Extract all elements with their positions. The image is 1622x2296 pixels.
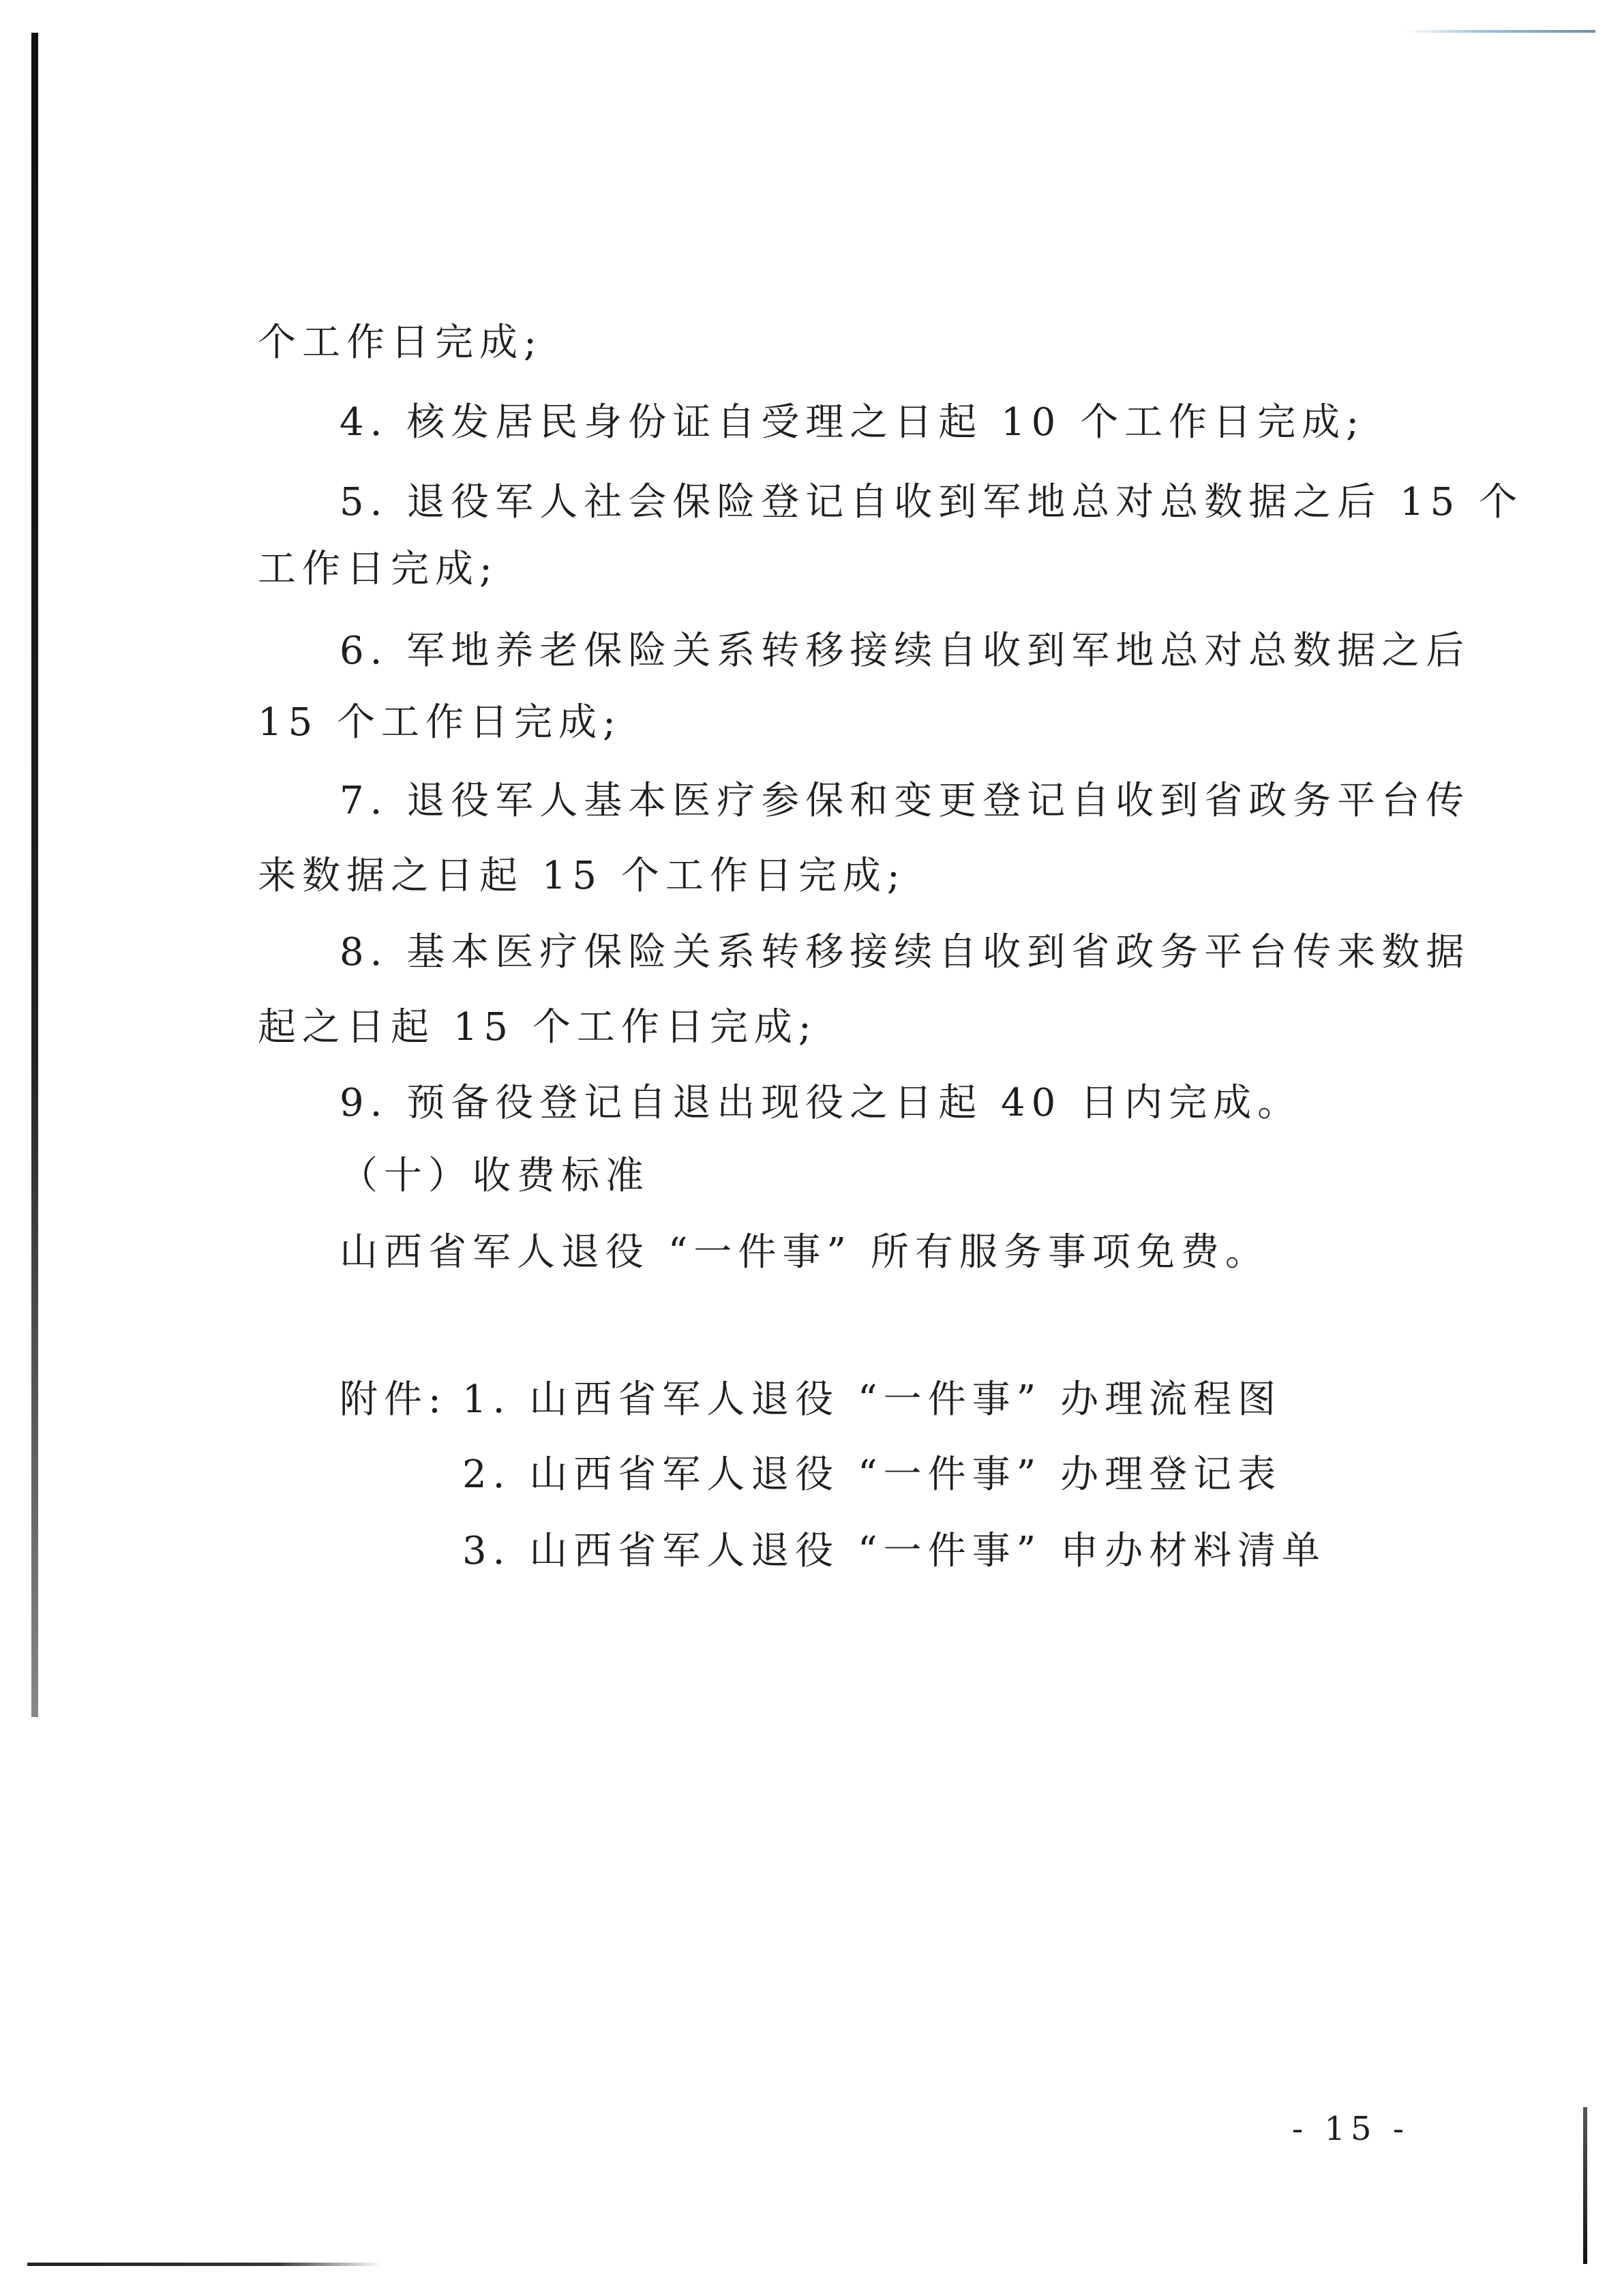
- text-line: 5. 退役军人社会保险登记自收到军地总对总数据之后 15 个: [340, 480, 1524, 524]
- scan-edge-left: [31, 33, 38, 1717]
- text-line: 工作日完成;: [258, 547, 498, 591]
- text-line: 9. 预备役登记自退出现役之日起 40 日内完成。: [340, 1081, 1302, 1125]
- scan-edge-top: [1405, 30, 1595, 33]
- text-line: 山西省军人退役 “一件事” 所有服务事项免费。: [340, 1230, 1270, 1274]
- scan-edge-bottom: [27, 2263, 382, 2266]
- attachments-label: 附件:: [340, 1377, 447, 1422]
- text-line: 个工作日完成;: [258, 320, 543, 365]
- text-line: 起之日起 15 个工作日完成;: [258, 1005, 817, 1049]
- text-line: 15 个工作日完成;: [258, 700, 622, 745]
- scan-edge-right: [1583, 2107, 1587, 2264]
- text-line: 7. 退役军人基本医疗参保和变更登记自收到省政务平台传: [340, 779, 1471, 823]
- page-number: - 15 -: [1292, 2110, 1410, 2148]
- attachment-item: 3. 山西省军人退役 “一件事” 申办材料清单: [462, 1529, 1327, 1573]
- text-line: 来数据之日起 15 个工作日完成;: [258, 854, 906, 898]
- section-heading: （十）收费标准: [340, 1154, 650, 1198]
- attachment-item: 1. 山西省军人退役 “一件事” 办理流程图: [462, 1377, 1282, 1422]
- text-line: 4. 核发居民身份证自受理之日起 10 个工作日完成;: [340, 400, 1365, 445]
- text-line: 6. 军地养老保险关系转移接续自收到军地总对总数据之后: [340, 629, 1471, 673]
- attachment-item: 2. 山西省军人退役 “一件事” 办理登记表: [462, 1452, 1282, 1497]
- text-line: 8. 基本医疗保险关系转移接续自收到省政务平台传来数据: [340, 930, 1471, 974]
